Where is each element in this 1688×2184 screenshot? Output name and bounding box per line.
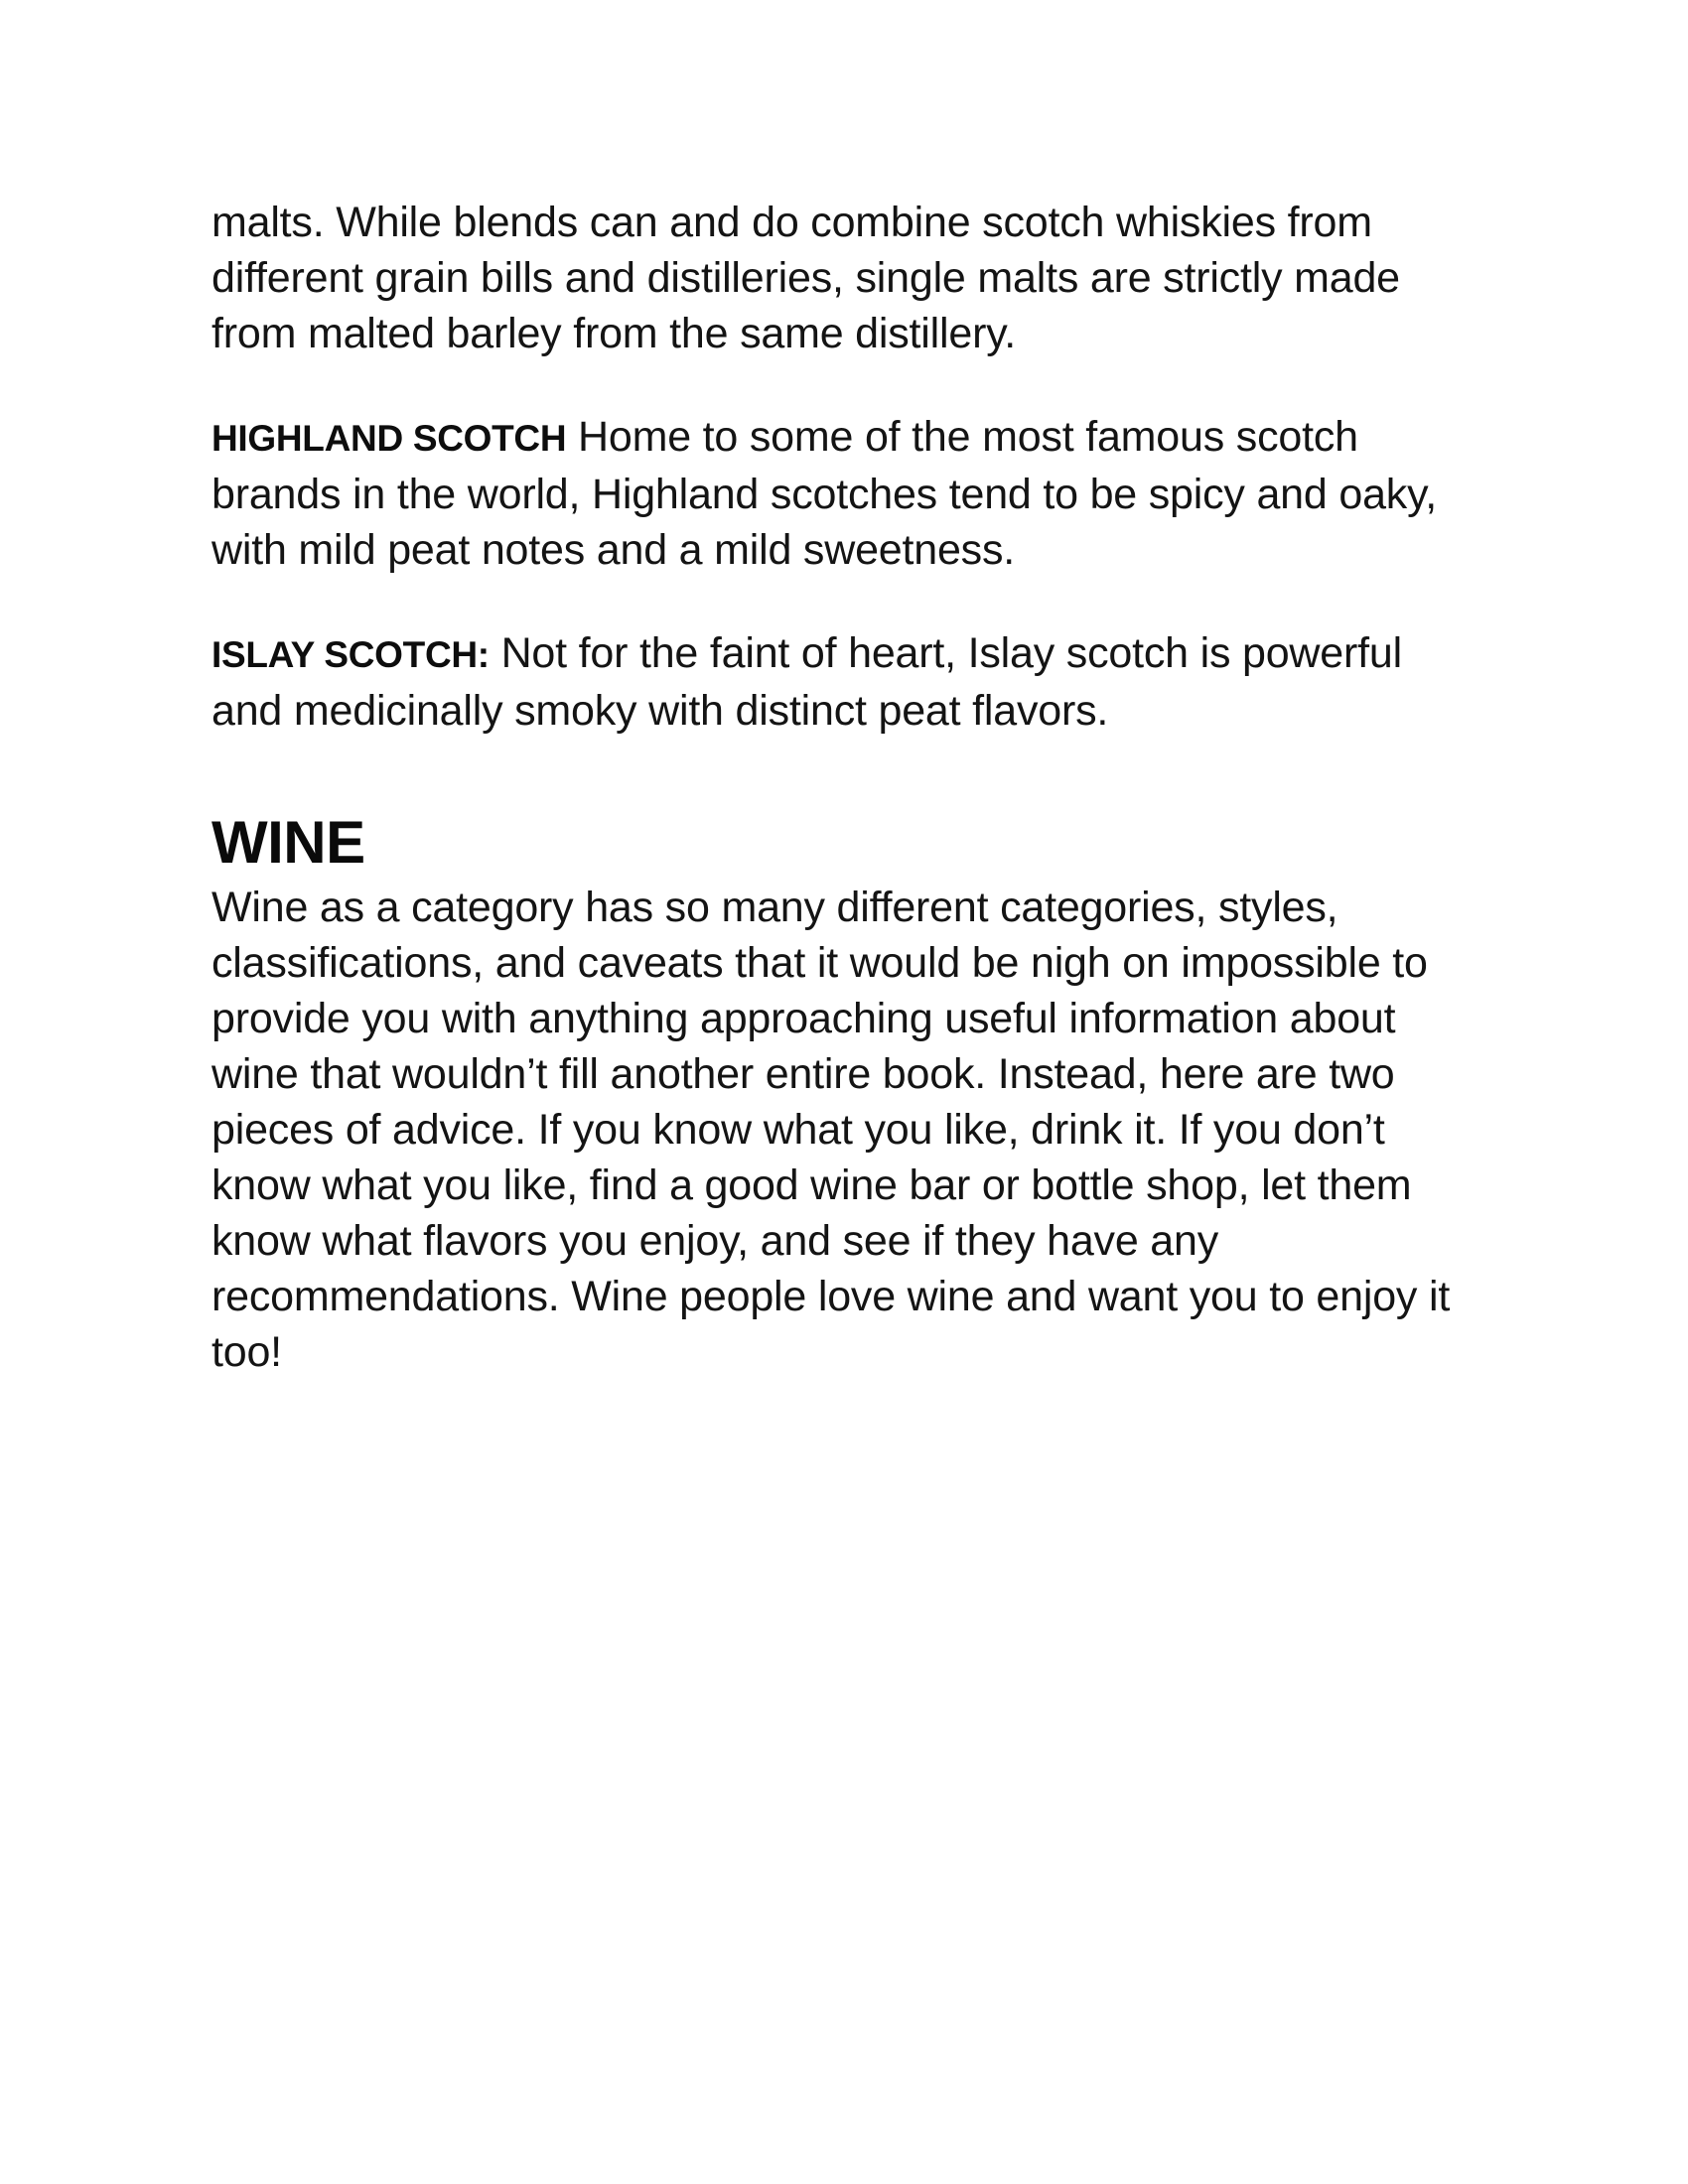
highland-scotch-term: HIGHLAND SCOTCH [211, 418, 567, 459]
page-content [211, 195, 1482, 1380]
islay-scotch-term: ISLAY SCOTCH: [211, 634, 490, 675]
intro-paragraph: malts. While blends can and do combine scotch whiskies from different grain bills and distilleries, single malts are strictly made from malted barley from the same distillery. [211, 199, 1400, 357]
highland-scotch-description: Home to some of the most famous scotch brands in the world, Highland scotches tend to be spicy and oaky, with mild peat notes and a mild sweetness. [211, 413, 1437, 574]
highland-scotch-entry [211, 409, 1482, 578]
wine-paragraph: Wine as a category has so many different categories, styles, classifications, and caveats that it would be nigh on impossible to provide you with anything approaching useful information about wine that wouldn’t fill another entire book. Instead, here are two pieces of advice. If you know what you like, drink it. If you don’t know what you like, find a good wine bar or bottle shop, let them know what flavors you enjoy, and see if they have any recommendations. Wine people love wine and want you to enjoy it too! [211, 884, 1451, 1376]
islay-scotch-description: Not for the faint of heart, Islay scotch is powerful and medicinally smoky with distinct peat flavors. [211, 629, 1402, 735]
wine-heading: WINE [211, 809, 365, 876]
islay-scotch-entry [211, 625, 1482, 739]
